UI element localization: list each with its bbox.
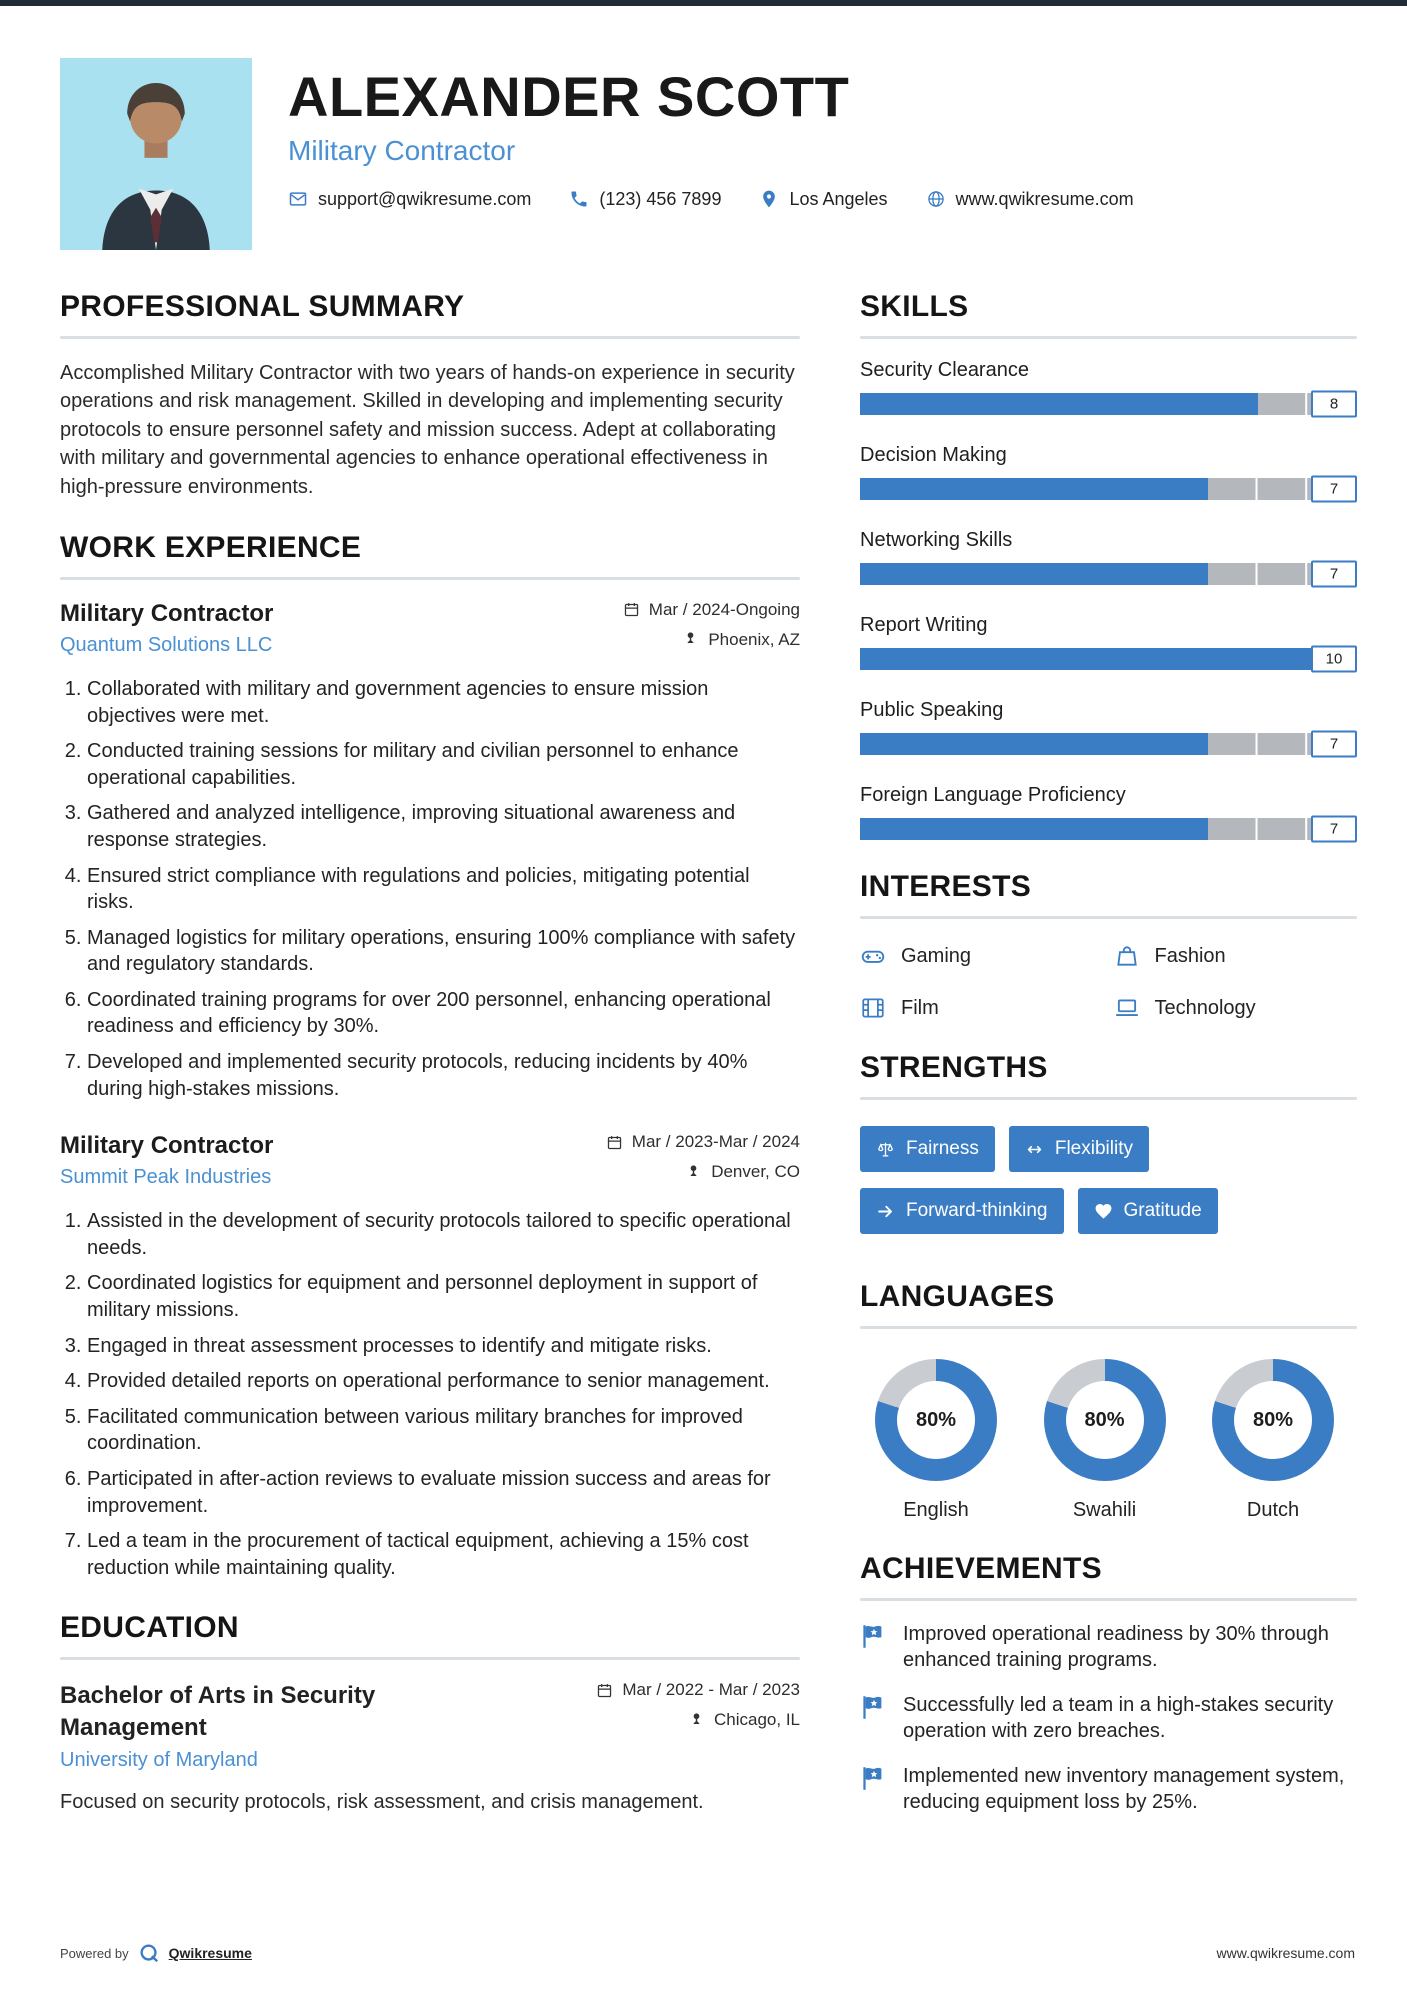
content-columns bbox=[0, 256, 1407, 1833]
summary-heading: PROFESSIONAL SUMMARY bbox=[60, 290, 465, 323]
job-bullet: 1. Collaborated with military and government agencies to ensure mission objectives were met. bbox=[87, 676, 800, 729]
contact-item[interactable] bbox=[759, 189, 887, 210]
job-bullet: 4. Provided detailed reports on operational performance to senior management. bbox=[87, 1368, 800, 1395]
skill-item bbox=[860, 359, 1357, 415]
strength-label: Fairness bbox=[906, 1138, 979, 1159]
interest-label: Film bbox=[901, 996, 939, 1019]
skill-bar-fill bbox=[860, 393, 1258, 415]
arrow-right-icon bbox=[876, 1202, 895, 1221]
education-location-text: Chicago, IL bbox=[714, 1710, 800, 1730]
skill-bar-fill bbox=[860, 733, 1208, 755]
skill-name: Public Speaking bbox=[860, 699, 1004, 721]
achievement-item bbox=[860, 1692, 1357, 1745]
calendar-icon bbox=[606, 1134, 623, 1151]
job-bullet: 3. Engaged in threat assessment processes to identify and mitigate risks. bbox=[87, 1333, 800, 1360]
heart-icon bbox=[1094, 1202, 1113, 1221]
globe-icon bbox=[926, 189, 946, 209]
language-percent: 80% bbox=[1234, 1381, 1312, 1459]
location-icon bbox=[759, 189, 779, 209]
section-divider bbox=[860, 336, 1357, 339]
skill-name: Report Writing bbox=[860, 614, 988, 636]
job-location bbox=[565, 1162, 800, 1182]
job-bullets bbox=[60, 1208, 800, 1581]
strength-pill bbox=[860, 1126, 995, 1172]
interest-label: Fashion bbox=[1154, 944, 1226, 967]
section-achievements bbox=[860, 1552, 1357, 1815]
language-donut bbox=[1212, 1359, 1334, 1481]
section-divider bbox=[60, 577, 800, 580]
section-divider bbox=[60, 336, 800, 339]
qwikresume-brand-link[interactable]: Qwikresume bbox=[168, 1945, 252, 1961]
interest-item bbox=[1114, 943, 1358, 969]
job-entry bbox=[60, 1132, 800, 1581]
job-header bbox=[60, 1132, 800, 1192]
skill-bar-fill bbox=[860, 648, 1357, 670]
interest-item bbox=[860, 995, 1104, 1021]
jobs-list bbox=[60, 600, 800, 1581]
strength-label: Flexibility bbox=[1054, 1138, 1133, 1159]
flag-star-icon bbox=[860, 1694, 887, 1721]
qwikresume-logo-icon bbox=[138, 1942, 160, 1964]
achievements-heading: ACHIEVEMENTS bbox=[860, 1552, 1102, 1585]
pushpin-icon bbox=[685, 1164, 702, 1181]
section-experience bbox=[60, 531, 800, 1581]
strengths-heading: STRENGTHS bbox=[860, 1051, 1048, 1084]
language-donut bbox=[1044, 1359, 1166, 1481]
job-bullet: 2. Coordinated logistics for equipment and personnel deployment in support of military missions. bbox=[87, 1270, 800, 1323]
job-position: Military Contractor bbox=[60, 1132, 274, 1160]
section-divider bbox=[860, 1097, 1357, 1100]
education-heading: EDUCATION bbox=[60, 1611, 239, 1645]
language-item bbox=[1035, 1359, 1175, 1522]
language-item bbox=[866, 1359, 1006, 1522]
skill-item bbox=[860, 444, 1357, 500]
job-location bbox=[565, 630, 800, 650]
gamepad-icon bbox=[860, 943, 886, 969]
job-location-text: Denver, CO bbox=[711, 1162, 800, 1182]
education-header bbox=[60, 1680, 800, 1771]
language-percent: 80% bbox=[1066, 1381, 1144, 1459]
skill-bar bbox=[860, 733, 1357, 755]
language-percent: 80% bbox=[897, 1381, 975, 1459]
laptop-icon bbox=[1114, 995, 1140, 1021]
company-name: Quantum Solutions LLC bbox=[60, 633, 273, 656]
job-title-block bbox=[60, 1132, 273, 1192]
job-bullet: 7. Developed and implemented security protocols, reducing incidents by 40% during high-stakes missions. bbox=[87, 1049, 800, 1102]
flag-star-icon bbox=[860, 1623, 887, 1650]
job-bullet: 3. Gathered and analyzed intelligence, improving situational awareness and response strategies. bbox=[87, 800, 800, 853]
footer-brand-group bbox=[60, 1942, 252, 1964]
job-bullet: 5. Managed logistics for military operations, ensuring 100% compliance with safety and regulatory standards. bbox=[87, 925, 800, 978]
section-education bbox=[60, 1611, 800, 1815]
skill-name: Networking Skills bbox=[860, 529, 1013, 551]
strength-pill bbox=[1078, 1188, 1218, 1234]
job-bullet: 4. Ensured strict compliance with regulations and policies, mitigating potential risks. bbox=[87, 863, 800, 916]
skills-heading: SKILLS bbox=[860, 290, 969, 323]
language-name: Dutch bbox=[1246, 1499, 1300, 1521]
job-meta bbox=[565, 600, 800, 660]
degree-name: Bachelor of Arts in Security Management bbox=[60, 1682, 376, 1741]
job-location-text: Phoenix, AZ bbox=[708, 629, 800, 649]
skill-bar bbox=[860, 393, 1357, 415]
contact-item[interactable] bbox=[569, 189, 721, 210]
pushpin-icon bbox=[682, 631, 699, 648]
education-dates bbox=[565, 1680, 800, 1700]
section-interests bbox=[860, 870, 1357, 1021]
education-title-block bbox=[60, 1680, 520, 1771]
section-divider bbox=[860, 916, 1357, 919]
scale-icon bbox=[876, 1140, 895, 1159]
job-bullet: 1. Assisted in the development of security protocols tailored to specific operational needs. bbox=[87, 1208, 800, 1261]
calendar-icon bbox=[623, 601, 640, 618]
skill-bar-fill bbox=[860, 818, 1208, 840]
strength-pill bbox=[860, 1188, 1064, 1234]
flag-star-icon bbox=[860, 1765, 887, 1792]
language-donut bbox=[875, 1359, 997, 1481]
achievements-list bbox=[860, 1621, 1357, 1815]
candidate-title: Military Contractor bbox=[288, 134, 516, 166]
job-dates-text: Mar / 2024-Ongoing bbox=[648, 599, 800, 619]
contact-item[interactable] bbox=[926, 189, 1134, 210]
skill-bar-fill bbox=[860, 563, 1208, 585]
experience-heading: WORK EXPERIENCE bbox=[60, 530, 362, 564]
interest-label: Gaming bbox=[901, 944, 972, 967]
section-strengths bbox=[860, 1051, 1357, 1250]
job-bullet: 6. Participated in after-action reviews to evaluate mission success and areas for improvement. bbox=[87, 1466, 800, 1519]
skill-name: Security Clearance bbox=[860, 359, 1029, 381]
interests-list bbox=[860, 939, 1357, 1021]
skill-bar bbox=[860, 563, 1357, 585]
interest-item bbox=[1114, 995, 1358, 1021]
right-column bbox=[860, 276, 1357, 1833]
pushpin-icon bbox=[688, 1712, 705, 1729]
job-bullet: 2. Conducted training sessions for military and civilian personnel to enhance operational capabilities. bbox=[87, 738, 800, 791]
job-dates-text: Mar / 2023-Mar / 2024 bbox=[631, 1132, 800, 1152]
calendar-icon bbox=[596, 1682, 613, 1699]
summary-text: Accomplished Military Contractor with two years of hands-on experience in security operations and risk management. Skilled in developing and implementing security protocols to ensure personnel safety and mission success. Adept at collaborating with military and governmental agencies to enhance operational effectiveness in high-pressure environments. bbox=[60, 362, 795, 498]
film-icon bbox=[860, 995, 886, 1021]
header bbox=[0, 6, 1407, 256]
job-bullet: 6. Coordinated training programs for over 200 personnel, enhancing operational readiness and efficiency by 30%. bbox=[87, 987, 800, 1040]
skill-score: 7 bbox=[1311, 816, 1357, 843]
interest-label: Technology bbox=[1154, 996, 1256, 1019]
strength-label: Gratitude bbox=[1123, 1200, 1202, 1221]
interest-item bbox=[860, 943, 1104, 969]
section-summary bbox=[60, 290, 800, 501]
email-icon bbox=[288, 189, 308, 209]
section-divider bbox=[860, 1326, 1357, 1329]
header-text bbox=[288, 58, 1134, 250]
skill-score: 10 bbox=[1311, 646, 1357, 673]
education-location bbox=[565, 1710, 800, 1730]
skill-item bbox=[860, 614, 1357, 670]
school-name: University of Maryland bbox=[60, 1748, 258, 1771]
skill-score: 7 bbox=[1311, 561, 1357, 588]
achievement-text: Improved operational readiness by 30% through enhanced training programs. bbox=[903, 1623, 1329, 1672]
skill-score: 7 bbox=[1311, 731, 1357, 758]
language-item bbox=[1203, 1359, 1343, 1522]
section-languages bbox=[860, 1280, 1357, 1522]
arrows-icon bbox=[1025, 1140, 1044, 1159]
languages-list bbox=[860, 1349, 1357, 1522]
job-dates bbox=[565, 600, 800, 620]
contact-text: support@qwikresume.com bbox=[318, 188, 532, 209]
education-dates-text: Mar / 2022 - Mar / 2023 bbox=[622, 1680, 800, 1700]
skill-name: Decision Making bbox=[860, 444, 1007, 466]
contact-row bbox=[288, 189, 1134, 210]
candidate-name: ALEXANDER SCOTT bbox=[288, 65, 850, 128]
skill-name: Foreign Language Proficiency bbox=[860, 784, 1126, 806]
skill-bar bbox=[860, 478, 1357, 500]
job-meta bbox=[565, 1132, 800, 1192]
skill-score: 7 bbox=[1311, 476, 1357, 503]
language-name: English bbox=[903, 1499, 969, 1521]
interests-heading: INTERESTS bbox=[860, 870, 1032, 903]
job-entry bbox=[60, 600, 800, 1102]
contact-text: www.qwikresume.com bbox=[955, 188, 1134, 209]
skill-bar-fill bbox=[860, 478, 1208, 500]
job-bullets bbox=[60, 676, 800, 1102]
contact-text: Los Angeles bbox=[789, 188, 888, 209]
language-name: Swahili bbox=[1072, 1499, 1137, 1521]
languages-heading: LANGUAGES bbox=[860, 1280, 1055, 1313]
strength-label: Forward-thinking bbox=[906, 1200, 1048, 1221]
company-name: Summit Peak Industries bbox=[60, 1166, 272, 1189]
job-title-block bbox=[60, 600, 273, 660]
contact-item[interactable] bbox=[288, 189, 531, 210]
phone-icon bbox=[569, 189, 589, 209]
job-position: Military Contractor bbox=[60, 599, 274, 627]
powered-by-label: Powered by bbox=[60, 1945, 129, 1961]
skill-bar bbox=[860, 818, 1357, 840]
section-divider bbox=[60, 1657, 800, 1660]
achievement-item bbox=[860, 1621, 1357, 1674]
left-column bbox=[60, 276, 800, 1833]
skill-score: 8 bbox=[1311, 391, 1357, 418]
achievement-text: Successfully led a team in a high-stakes security operation with zero breaches. bbox=[903, 1693, 1334, 1743]
strengths-list bbox=[860, 1120, 1357, 1250]
skills-list bbox=[860, 359, 1357, 840]
job-dates bbox=[565, 1132, 800, 1152]
education-description: Focused on security protocols, risk assessment, and crisis management. bbox=[60, 1790, 704, 1813]
skill-item bbox=[860, 699, 1357, 755]
skill-item bbox=[860, 529, 1357, 585]
fashion-icon bbox=[1114, 943, 1140, 969]
profile-photo bbox=[60, 58, 252, 250]
section-skills bbox=[860, 290, 1357, 840]
contact-text: (123) 456 7899 bbox=[599, 188, 722, 209]
achievement-text: Implemented new inventory management system, reducing equipment loss by 25%. bbox=[903, 1764, 1345, 1813]
job-bullet: 7. Led a team in the procurement of tactical equipment, achieving a 15% cost reduction while maintaining quality. bbox=[87, 1528, 800, 1581]
footer-site-link[interactable]: www.qwikresume.com bbox=[1216, 1945, 1355, 1961]
skill-bar bbox=[860, 648, 1357, 670]
achievement-item bbox=[860, 1763, 1357, 1816]
strength-pill bbox=[1009, 1126, 1149, 1172]
profile-photo-illustration bbox=[60, 58, 252, 250]
skill-item bbox=[860, 784, 1357, 840]
job-bullet: 5. Facilitated communication between various military branches for improved coordination. bbox=[87, 1404, 800, 1457]
education-meta bbox=[565, 1680, 800, 1771]
job-header bbox=[60, 600, 800, 660]
section-divider bbox=[860, 1598, 1357, 1601]
footer bbox=[60, 1942, 1355, 1964]
